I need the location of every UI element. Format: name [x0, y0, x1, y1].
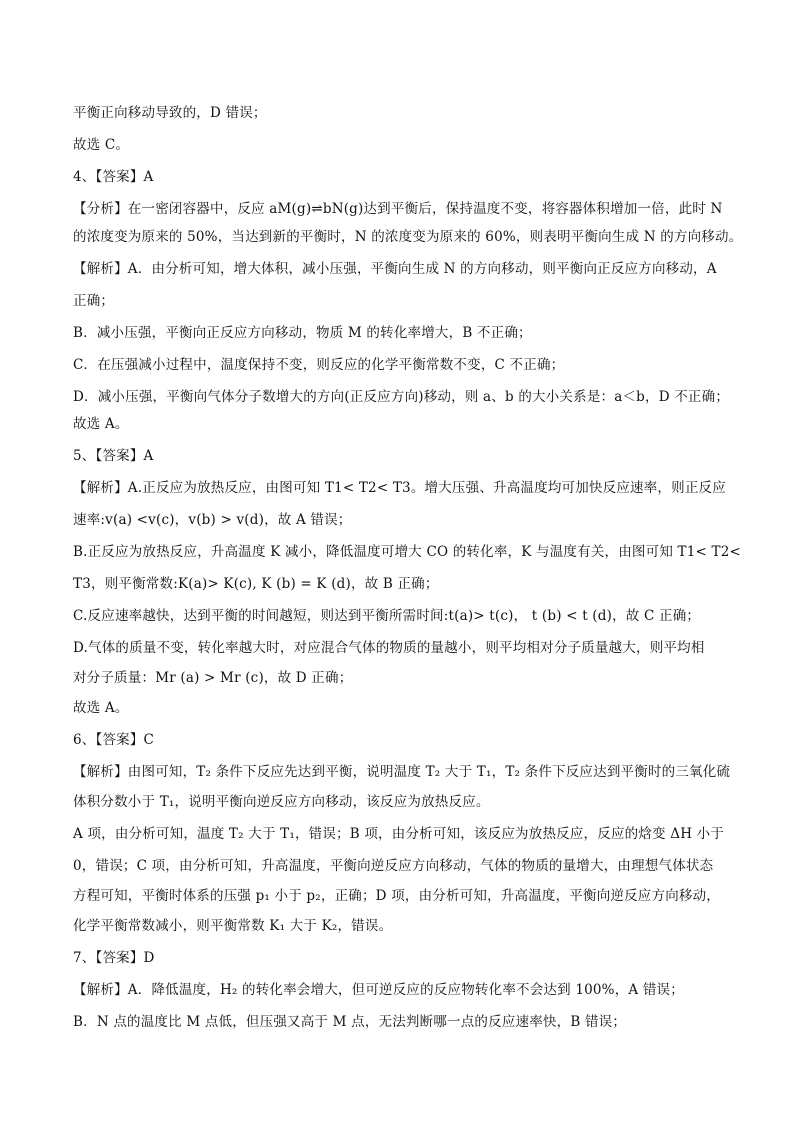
- text-line: 【解析】A．由分析可知，增大体积，减小压强，平衡向生成 N 的方向移动，则平衡向正反应方向移动，A: [73, 261, 717, 277]
- text-line: C．在压强减小过程中，温度保持不变，则反应的化学平衡常数不变，C 不正确；: [73, 357, 565, 373]
- text-line: 方程可知，平衡时体系的压强 p₁ 小于 p₂，正确；D 项，由分析可知，升高温度，平衡向逆反应方向移动，: [73, 888, 720, 904]
- text-line: 平衡正向移动导致的，D 错误；: [73, 105, 267, 121]
- text-line: 体积分数小于 T₁，说明平衡向逆反应方向移动，该反应为放热反应。: [73, 794, 490, 810]
- text-line: A 项，由分析可知，温度 T₂ 大于 T₁，错误；B 项，由分析可知，该反应为放热反应，反应的焓变 ΔH 小于: [73, 826, 725, 842]
- text-line: 的浓度变为原来的 50%，当达到新的平衡时，N 的浓度变为原来的 60%，则表明平衡向生成 N 的方向移动。: [73, 229, 743, 245]
- text-line: 速率:v(a) <v(c)，v(b) > v(d)，故 A 错误；: [73, 512, 352, 528]
- text-line: 故选 A。: [73, 416, 129, 432]
- text-line: 故选 A。: [73, 700, 129, 716]
- answer-heading-5: 5、【答案】A: [73, 448, 154, 464]
- text-line: D.气体的质量不变，转化率越大时，对应混合气体的物质的量越小，则平均相对分子质量越大，则平均相: [73, 640, 705, 656]
- text-line: 对分子质量：Mr (a) > Mr (c)，故 D 正确；: [73, 670, 353, 686]
- text-line: B．N 点的温度比 M 点低，但压强又高于 M 点，无法判断哪一点的反应速率快，B 错误；: [73, 1014, 627, 1030]
- text-line: B.正反应为放热反应，升高温度 K 减小，降低温度可增大 CO 的转化率，K 与温度有关，由图可知 T1< T2<: [73, 544, 742, 560]
- text-line: C.反应速率越快，达到平衡的时间越短，则达到平衡所需时间:t(a)> t(c)， t (b) < t (d)，故 C 正确；: [73, 608, 701, 624]
- answer-heading-4: 4、【答案】A: [73, 169, 154, 185]
- text-line: T3，则平衡常数:K(a)> K(c), K (b) = K (d)，故 B 正确；: [73, 576, 439, 592]
- text-line: 【解析】A.正反应为放热反应，由图可知 T1< T2< T3。增大压强、升高温度均可加快反应速率，则正反应: [73, 480, 726, 496]
- text-line: 故选 C。: [73, 137, 130, 153]
- answer-heading-7: 7、【答案】D: [73, 950, 155, 966]
- text-line: 【解析】由图可知，T₂ 条件下反应先达到平衡，说明温度 T₂ 大于 T₁，T₂ 条件下反应达到平衡时的三氧化硫: [73, 764, 731, 780]
- text-line: B．减小压强，平衡向正反应方向移动，物质 M 的转化率增大，B 不正确；: [73, 325, 532, 341]
- text-line: 0，错误；C 项，由分析可知，升高温度，平衡向逆反应方向移动，气体的物质的量增大，由理想气体状态: [73, 858, 714, 874]
- text-line: 【解析】A．降低温度，H₂ 的转化率会增大，但可逆反应的反应物转化率不会达到 100%，A 错误；: [73, 982, 684, 998]
- text-line: 化学平衡常数减小，则平衡常数 K₁ 大于 K₂，错误。: [73, 918, 393, 934]
- text-line: 【分析】在一密闭容器中，反应 aM(g)⇌bN(g)达到平衡后，保持温度不变，将容器体积增加一倍，此时 N: [73, 201, 723, 217]
- text-line: D．减小压强，平衡向气体分子数增大的方向(正反应方向)移动，则 a、b 的大小关系是：a＜b，D 不正确；: [73, 389, 730, 405]
- text-line: 正确；: [73, 293, 115, 309]
- answer-heading-6: 6、【答案】C: [73, 732, 155, 748]
